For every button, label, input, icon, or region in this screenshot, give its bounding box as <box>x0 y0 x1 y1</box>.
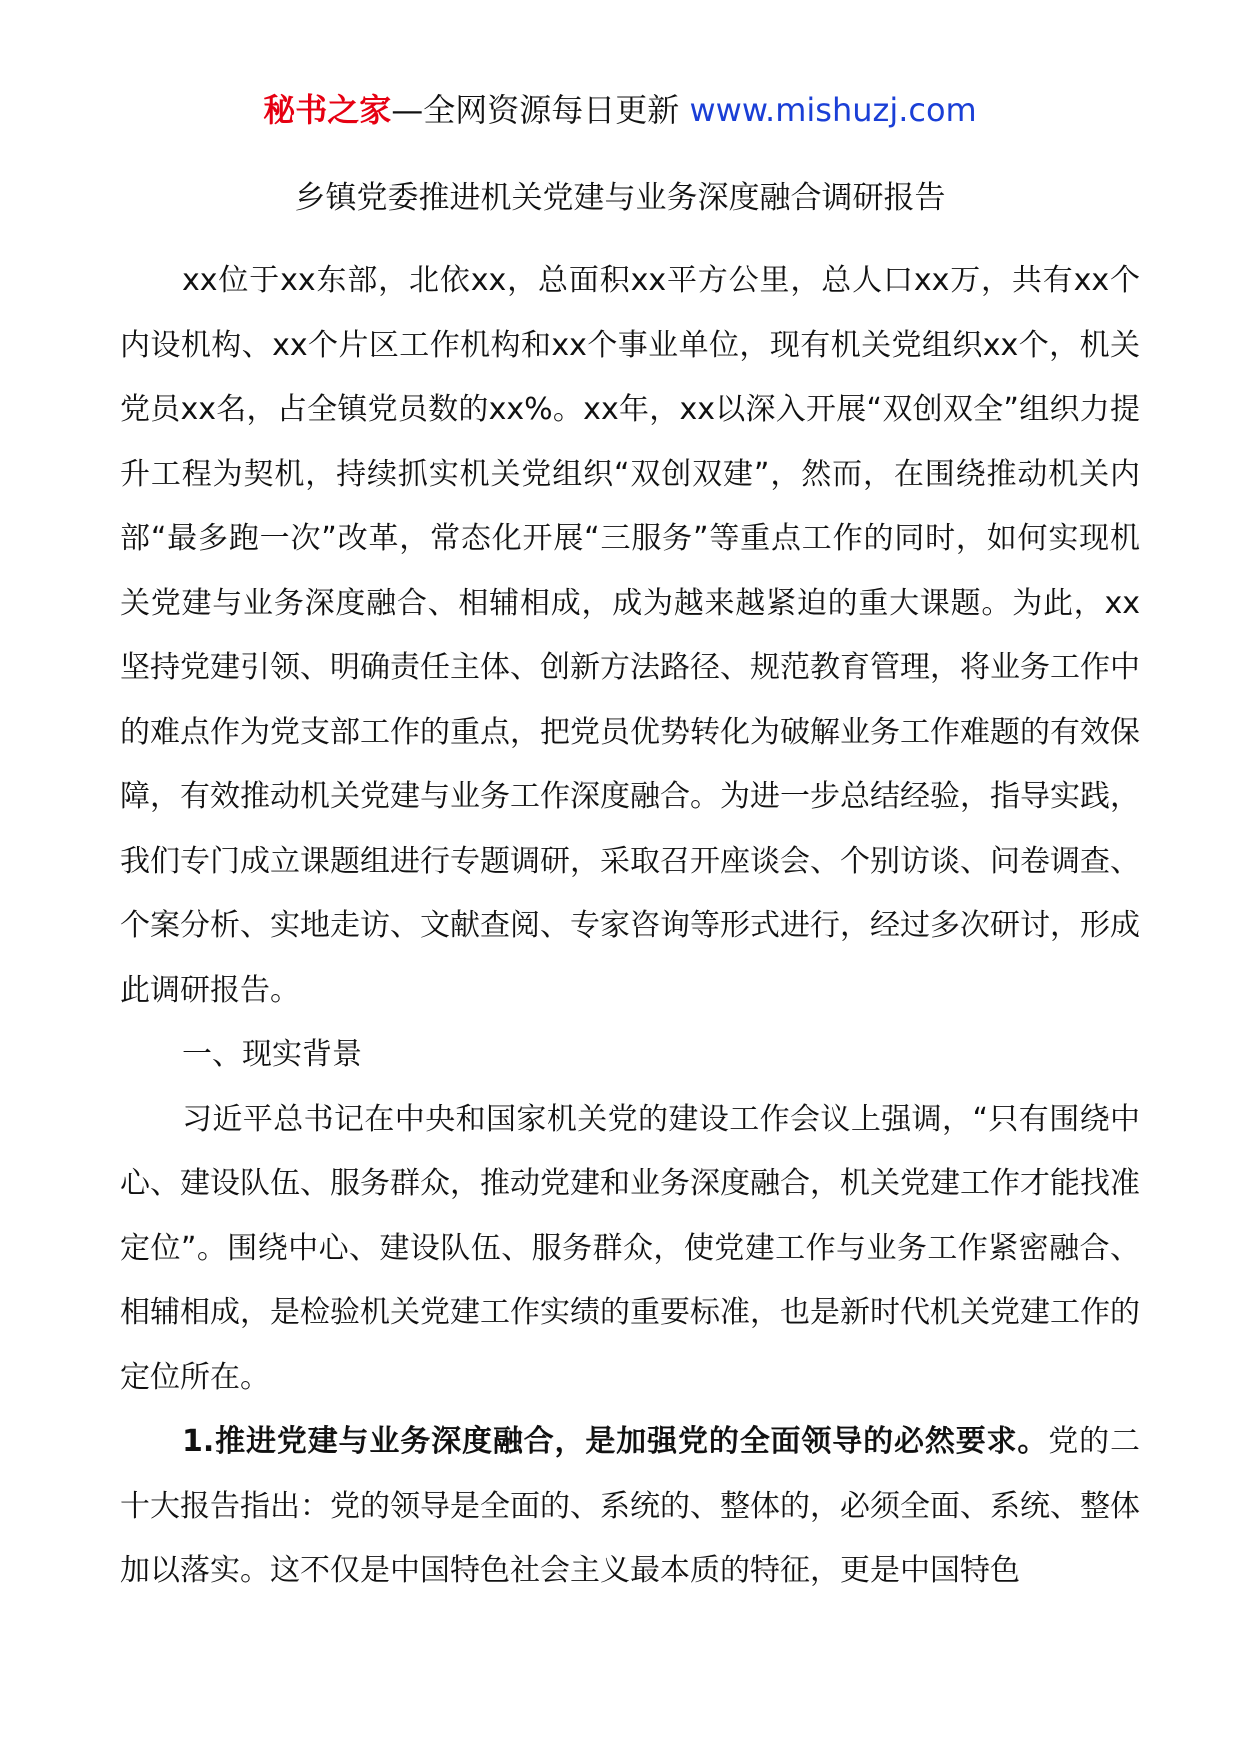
point-1-text: 党的二十大报告指出：党的领导是全面的、系统的、整体的，必须全面、系统、整体加以落实。这不仅是中国特色社会主义最本质的特征，更是中国特色 <box>120 1424 1140 1588</box>
site-header <box>0 88 1240 132</box>
document-title: 乡镇党委推进机关党建与业务深度融合调研报告 <box>294 180 946 216</box>
point-1-heading: 1.推进党建与业务深度融合，是加强党的全面领导的必然要求。 <box>182 1424 1049 1459</box>
section-heading-background: 一、现实背景 <box>182 1037 362 1072</box>
document-body <box>120 249 1140 1604</box>
header-tagline: —全网资源每日更新 <box>391 91 690 129</box>
point-1-paragraph <box>120 1410 1140 1604</box>
brand-name: 秘书之家 <box>263 91 392 129</box>
site-url-link[interactable]: www.mishuzj.com <box>689 91 977 129</box>
intro-paragraph: xx位于xx东部，北依xx，总面积xx平方公里，总人口xx万，共有xx个内设机构、xx个片区工作机构和xx个事业单位，现有机关党组织xx个，机关党员xx名，占全镇党员数的xx%。xx年，xx以深入开展“双创双全”组织力提升工程为契机，持续抓实机关党组织“双创双建”，然而，在围绕推动机关内部“最多跑一次”改革，常态化开展“三服务”等重点工作的同时，如何实现机关党建与业务深度融合、相辅相成，成为越来越紧迫的重大课题。为此，xx坚持党建引领、明确责任主体、创新方法路径、规范教育管理，将业务工作中的难点作为党支部工作的重点，把党员优势转化为破解业务工作难题的有效保障，有效推动机关党建与业务工作深度融合。为进一步总结经验，指导实践，我们专门成立课题组进行专题调研，采取召开座谈会、个别访谈、问卷调查、个案分析、实地走访、文献查阅、专家咨询等形式进行，经过多次研讨，形成此调研报告。 <box>120 263 1140 1008</box>
background-paragraph: 习近平总书记在中央和国家机关党的建设工作会议上强调，“只有围绕中心、建设队伍、服务群众，推动党建和业务深度融合，机关党建工作才能找准定位”。围绕中心、建设队伍、服务群众，使党建工作与业务工作紧密融合、相辅相成，是检验机关党建工作实绩的重要标准，也是新时代机关党建工作的定位所在。 <box>120 1101 1140 1395</box>
